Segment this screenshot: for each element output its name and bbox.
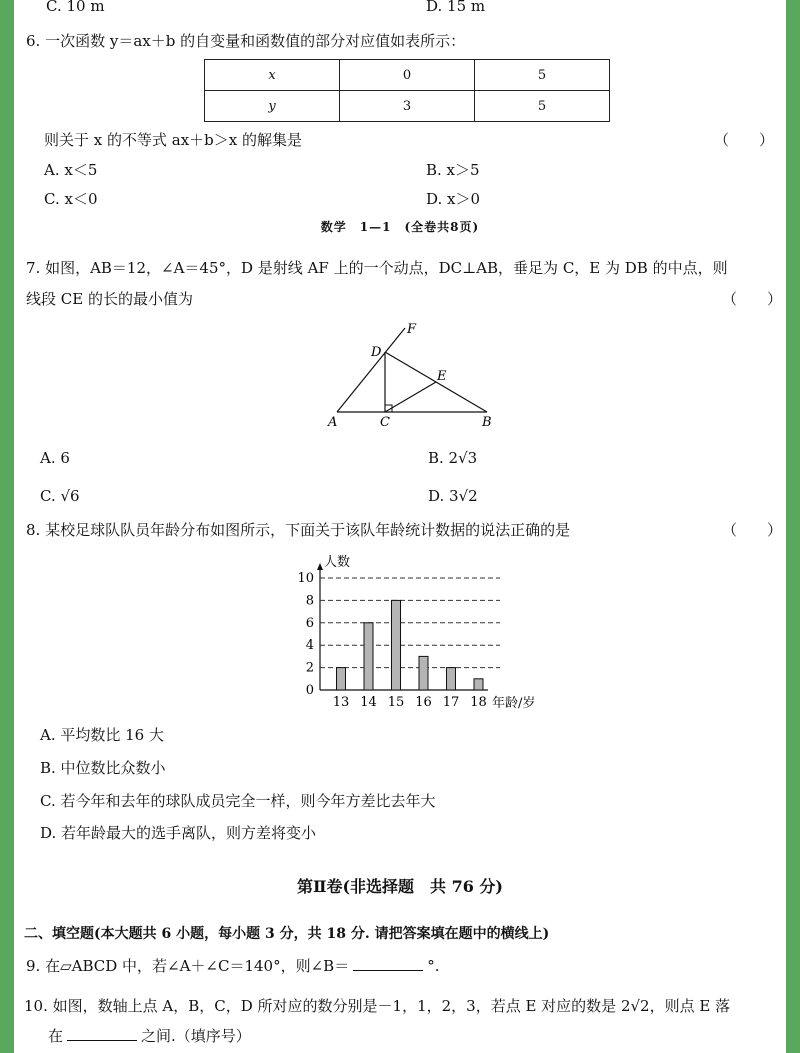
chart-x-label: 年龄/岁 xyxy=(492,696,536,711)
exam-page xyxy=(14,0,786,1053)
chart-y-tick-label: 6 xyxy=(305,615,314,631)
chart-x-tick-label: 14 xyxy=(360,695,377,710)
label-d: D xyxy=(371,345,382,360)
chart-bar-14 xyxy=(364,623,373,690)
age-distribution-bar-chart xyxy=(290,548,544,713)
chart-y-tick-label: 4 xyxy=(305,638,314,654)
q10-prefix: 在 xyxy=(48,1027,64,1045)
q6-stem: 6. 一次函数 y＝ax＋b 的自变量和函数值的部分对应值如表所示： xyxy=(26,32,466,50)
q6-option-d: D. x＞0 xyxy=(426,190,481,208)
chart-x-tick-label: 17 xyxy=(442,695,460,710)
q8-option-d: D. 若年龄最大的选手离队，则方差将变小 xyxy=(40,824,317,842)
q10-stem-line1: 10. 如图，数轴上点 A，B，C，D 所对应的数分别是－1，1，2，3，若点 E 对应的数是 2√2，则点 E 落 xyxy=(24,997,731,1015)
chart-y-tick-label: 2 xyxy=(305,660,314,676)
table-row xyxy=(205,60,610,91)
q8-option-c: C. 若今年和去年的球队成员完全一样，则今年方差比去年大 xyxy=(40,792,436,810)
chart-bar-13 xyxy=(337,668,346,690)
q6-option-b: B. x＞5 xyxy=(426,161,480,179)
label-f: F xyxy=(407,322,417,337)
table-cell: 0 xyxy=(340,60,475,91)
chart-y-tick-label: 0 xyxy=(305,683,314,698)
q8-answer-paren: （ ） xyxy=(722,521,783,539)
q7-answer-paren: （ ） xyxy=(722,290,783,308)
q10-stem-line2 xyxy=(48,1026,251,1046)
q6-option-a: A. x＜5 xyxy=(44,161,98,179)
q7-stem-line1: 7. 如图，AB＝12，∠A＝45°，D 是射线 AF 上的一个动点，DC⊥AB，垂足为 C，E 为 DB 的中点，则 xyxy=(26,259,728,277)
table-row xyxy=(205,91,610,122)
chart-x-tick-label: 15 xyxy=(387,695,405,710)
q6-question: 则关于 x 的不等式 ax＋b＞x 的解集是 xyxy=(44,131,302,149)
section-heading: 第Ⅱ卷(非选择题 共 76 分) xyxy=(296,877,504,896)
label-a: A xyxy=(328,415,338,430)
label-c: C xyxy=(380,415,390,430)
q6-option-c: C. x＜0 xyxy=(44,190,98,208)
q9-answer-blank[interactable] xyxy=(353,956,423,971)
chart-x-tick-label: 18 xyxy=(470,695,487,710)
q10-answer-blank[interactable] xyxy=(67,1026,137,1041)
chart-bar-16 xyxy=(419,656,428,690)
chart-x-tick-label: 13 xyxy=(332,695,350,710)
q9 xyxy=(26,956,439,976)
label-e: E xyxy=(437,369,447,384)
q6-value-table xyxy=(204,59,610,122)
label-b: B xyxy=(482,415,492,430)
chart-y-label: 人数 xyxy=(324,555,351,570)
chart-y-tick-label: 10 xyxy=(297,571,314,586)
table-cell: 3 xyxy=(340,91,475,122)
table-cell: y xyxy=(205,91,340,122)
q10-suffix: 之间.（填序号） xyxy=(141,1027,251,1045)
q8-option-a: A. 平均数比 16 大 xyxy=(40,726,164,744)
table-cell: 5 xyxy=(475,91,610,122)
chart-bar-17 xyxy=(447,668,456,690)
page-footer: 数学 1—1 (全卷共8页) xyxy=(320,220,480,234)
table-cell: 5 xyxy=(475,60,610,91)
chart-bar-18 xyxy=(474,679,483,690)
chart-x-tick-label: 16 xyxy=(415,695,432,710)
q9-suffix: °. xyxy=(427,957,440,975)
prev-option-d: D. 15 m xyxy=(426,0,486,15)
q7-option-b: B. 2√3 xyxy=(428,449,478,467)
q7-option-a: A. 6 xyxy=(40,449,70,467)
chart-y-axis-arrow xyxy=(317,563,323,570)
q8-option-b: B. 中位数比众数小 xyxy=(40,759,166,777)
prev-option-c: C. 10 m xyxy=(46,0,105,15)
q7-triangle-figure xyxy=(319,318,509,433)
q9-text: 9. 在▱ABCD 中，若∠A＋∠C＝140°，则∠B＝ xyxy=(26,957,350,975)
q7-stem-line2: 线段 CE 的长的最小值为 xyxy=(26,290,193,308)
q8-stem: 8. 某校足球队队员年龄分布如图所示，下面关于该队年龄统计数据的说法正确的是 xyxy=(26,521,571,539)
chart-y-tick-label: 8 xyxy=(305,593,314,609)
chart-bar-15 xyxy=(392,600,401,690)
fill-blank-section-title: 二、填空题(本大题共 6 小题，每小题 3 分，共 18 分. 请把答案填在题中的横线上) xyxy=(24,926,550,942)
q6-answer-paren: （ ） xyxy=(714,131,775,149)
q7-option-d: D. 3√2 xyxy=(428,487,478,505)
table-cell: x xyxy=(205,60,340,91)
q7-option-c: C. √6 xyxy=(40,487,80,505)
